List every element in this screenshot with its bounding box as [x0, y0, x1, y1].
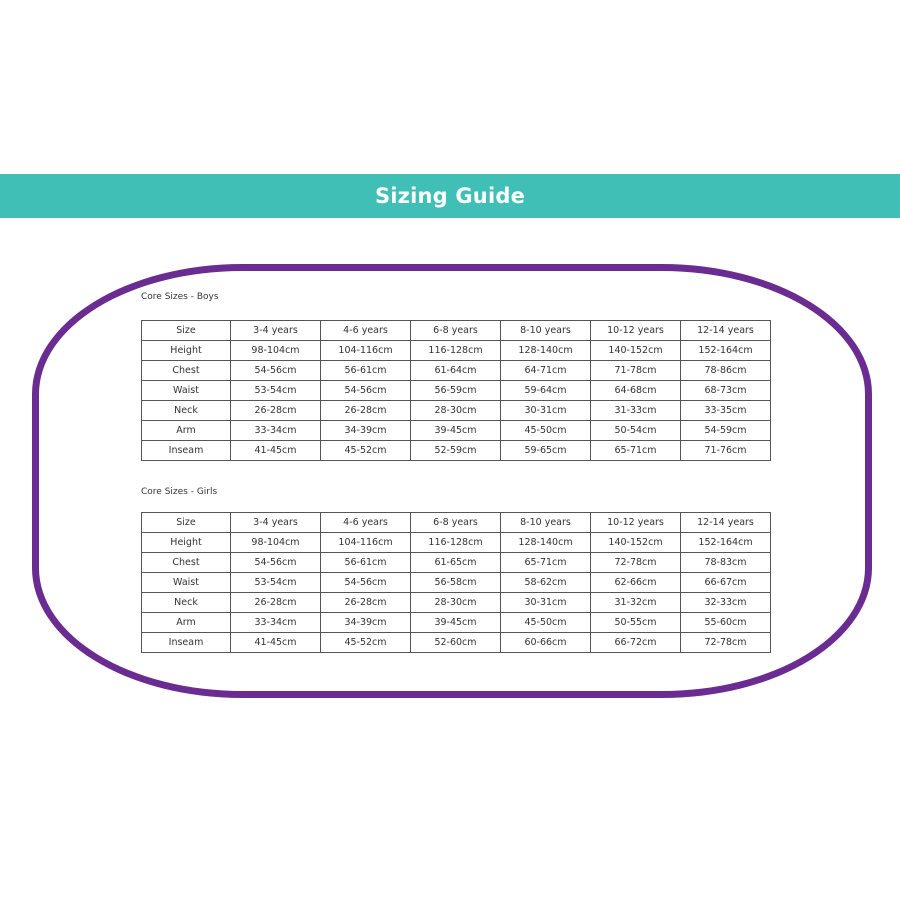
table-cell: 41-45cm	[231, 633, 321, 653]
boys-section-title: Core Sizes - Boys	[141, 292, 219, 302]
table-cell: 56-59cm	[411, 381, 501, 401]
table-cell: 60-66cm	[501, 633, 591, 653]
row-label-cell: Arm	[142, 421, 231, 441]
table-cell: 78-86cm	[681, 361, 771, 381]
size-header-cell: 12-14 years	[681, 321, 771, 341]
table-cell: 45-52cm	[321, 441, 411, 461]
table-cell: 104-116cm	[321, 341, 411, 361]
row-label-cell: Neck	[142, 401, 231, 421]
table-cell: 28-30cm	[411, 401, 501, 421]
table-cell: 66-67cm	[681, 573, 771, 593]
table-cell: 56-61cm	[321, 361, 411, 381]
table-cell: 45-52cm	[321, 633, 411, 653]
table-row	[142, 401, 771, 421]
table-cell: 72-78cm	[591, 553, 681, 573]
table-cell: 104-116cm	[321, 533, 411, 553]
table-row	[142, 421, 771, 441]
table-row	[142, 553, 771, 573]
size-header-cell: 3-4 years	[231, 513, 321, 533]
table-cell: 45-50cm	[501, 421, 591, 441]
size-header-cell: 6-8 years	[411, 321, 501, 341]
row-label-cell: Size	[142, 321, 231, 341]
table-cell: 30-31cm	[501, 401, 591, 421]
table-cell: 152-164cm	[681, 533, 771, 553]
row-label-cell: Chest	[142, 361, 231, 381]
table-cell: 50-54cm	[591, 421, 681, 441]
table-header-row	[142, 513, 771, 533]
table-cell: 33-35cm	[681, 401, 771, 421]
table-cell: 41-45cm	[231, 441, 321, 461]
table-row	[142, 341, 771, 361]
row-label-cell: Arm	[142, 613, 231, 633]
size-header-cell: 3-4 years	[231, 321, 321, 341]
table-cell: 28-30cm	[411, 593, 501, 613]
table-cell: 62-66cm	[591, 573, 681, 593]
row-label-cell: Size	[142, 513, 231, 533]
table-row	[142, 573, 771, 593]
table-cell: 31-32cm	[591, 593, 681, 613]
table-cell: 54-59cm	[681, 421, 771, 441]
table-cell: 53-54cm	[231, 573, 321, 593]
row-label-cell: Inseam	[142, 441, 231, 461]
size-header-cell: 6-8 years	[411, 513, 501, 533]
table-cell: 31-33cm	[591, 401, 681, 421]
row-label-cell: Inseam	[142, 633, 231, 653]
table-cell: 34-39cm	[321, 421, 411, 441]
table-cell: 128-140cm	[501, 341, 591, 361]
table-row	[142, 593, 771, 613]
size-header-cell: 10-12 years	[591, 321, 681, 341]
table-row	[142, 361, 771, 381]
table-cell: 152-164cm	[681, 341, 771, 361]
girls-size-table	[141, 512, 771, 653]
table-cell: 65-71cm	[501, 553, 591, 573]
table-cell: 26-28cm	[321, 401, 411, 421]
row-label-cell: Neck	[142, 593, 231, 613]
table-cell: 52-59cm	[411, 441, 501, 461]
table-cell: 98-104cm	[231, 533, 321, 553]
table-cell: 52-60cm	[411, 633, 501, 653]
row-label-cell: Height	[142, 533, 231, 553]
table-cell: 34-39cm	[321, 613, 411, 633]
table-row	[142, 381, 771, 401]
table-row	[142, 613, 771, 633]
table-cell: 33-34cm	[231, 421, 321, 441]
table-cell: 39-45cm	[411, 613, 501, 633]
table-row	[142, 633, 771, 653]
size-header-cell: 8-10 years	[501, 321, 591, 341]
table-cell: 71-76cm	[681, 441, 771, 461]
table-cell: 72-78cm	[681, 633, 771, 653]
table-cell: 54-56cm	[321, 573, 411, 593]
table-cell: 56-61cm	[321, 553, 411, 573]
table-cell: 56-58cm	[411, 573, 501, 593]
table-cell: 54-56cm	[231, 361, 321, 381]
boys-size-table	[141, 320, 771, 461]
table-cell: 61-64cm	[411, 361, 501, 381]
table-cell: 61-65cm	[411, 553, 501, 573]
row-label-cell: Height	[142, 341, 231, 361]
table-row	[142, 533, 771, 553]
table-cell: 140-152cm	[591, 341, 681, 361]
size-header-cell: 8-10 years	[501, 513, 591, 533]
table-cell: 66-72cm	[591, 633, 681, 653]
table-cell: 45-50cm	[501, 613, 591, 633]
table-cell: 140-152cm	[591, 533, 681, 553]
table-cell: 116-128cm	[411, 341, 501, 361]
table-header-row	[142, 321, 771, 341]
table-cell: 64-68cm	[591, 381, 681, 401]
row-label-cell: Waist	[142, 381, 231, 401]
table-cell: 39-45cm	[411, 421, 501, 441]
table-cell: 26-28cm	[231, 401, 321, 421]
size-header-cell: 12-14 years	[681, 513, 771, 533]
table-cell: 128-140cm	[501, 533, 591, 553]
table-cell: 65-71cm	[591, 441, 681, 461]
size-header-cell: 4-6 years	[321, 513, 411, 533]
table-cell: 54-56cm	[231, 553, 321, 573]
table-cell: 33-34cm	[231, 613, 321, 633]
table-cell: 64-71cm	[501, 361, 591, 381]
table-cell: 116-128cm	[411, 533, 501, 553]
table-cell: 26-28cm	[321, 593, 411, 613]
row-label-cell: Chest	[142, 553, 231, 573]
table-cell: 54-56cm	[321, 381, 411, 401]
size-header-cell: 10-12 years	[591, 513, 681, 533]
table-row	[142, 441, 771, 461]
table-cell: 78-83cm	[681, 553, 771, 573]
table-cell: 98-104cm	[231, 341, 321, 361]
table-cell: 59-65cm	[501, 441, 591, 461]
table-cell: 71-78cm	[591, 361, 681, 381]
table-cell: 58-62cm	[501, 573, 591, 593]
table-cell: 55-60cm	[681, 613, 771, 633]
page-title: Sizing Guide	[374, 184, 526, 208]
size-header-cell: 4-6 years	[321, 321, 411, 341]
row-label-cell: Waist	[142, 573, 231, 593]
table-cell: 26-28cm	[231, 593, 321, 613]
table-cell: 59-64cm	[501, 381, 591, 401]
girls-section-title: Core Sizes - Girls	[141, 487, 218, 497]
table-cell: 30-31cm	[501, 593, 591, 613]
table-cell: 53-54cm	[231, 381, 321, 401]
table-cell: 50-55cm	[591, 613, 681, 633]
table-cell: 32-33cm	[681, 593, 771, 613]
table-cell: 68-73cm	[681, 381, 771, 401]
header-banner	[0, 174, 900, 218]
